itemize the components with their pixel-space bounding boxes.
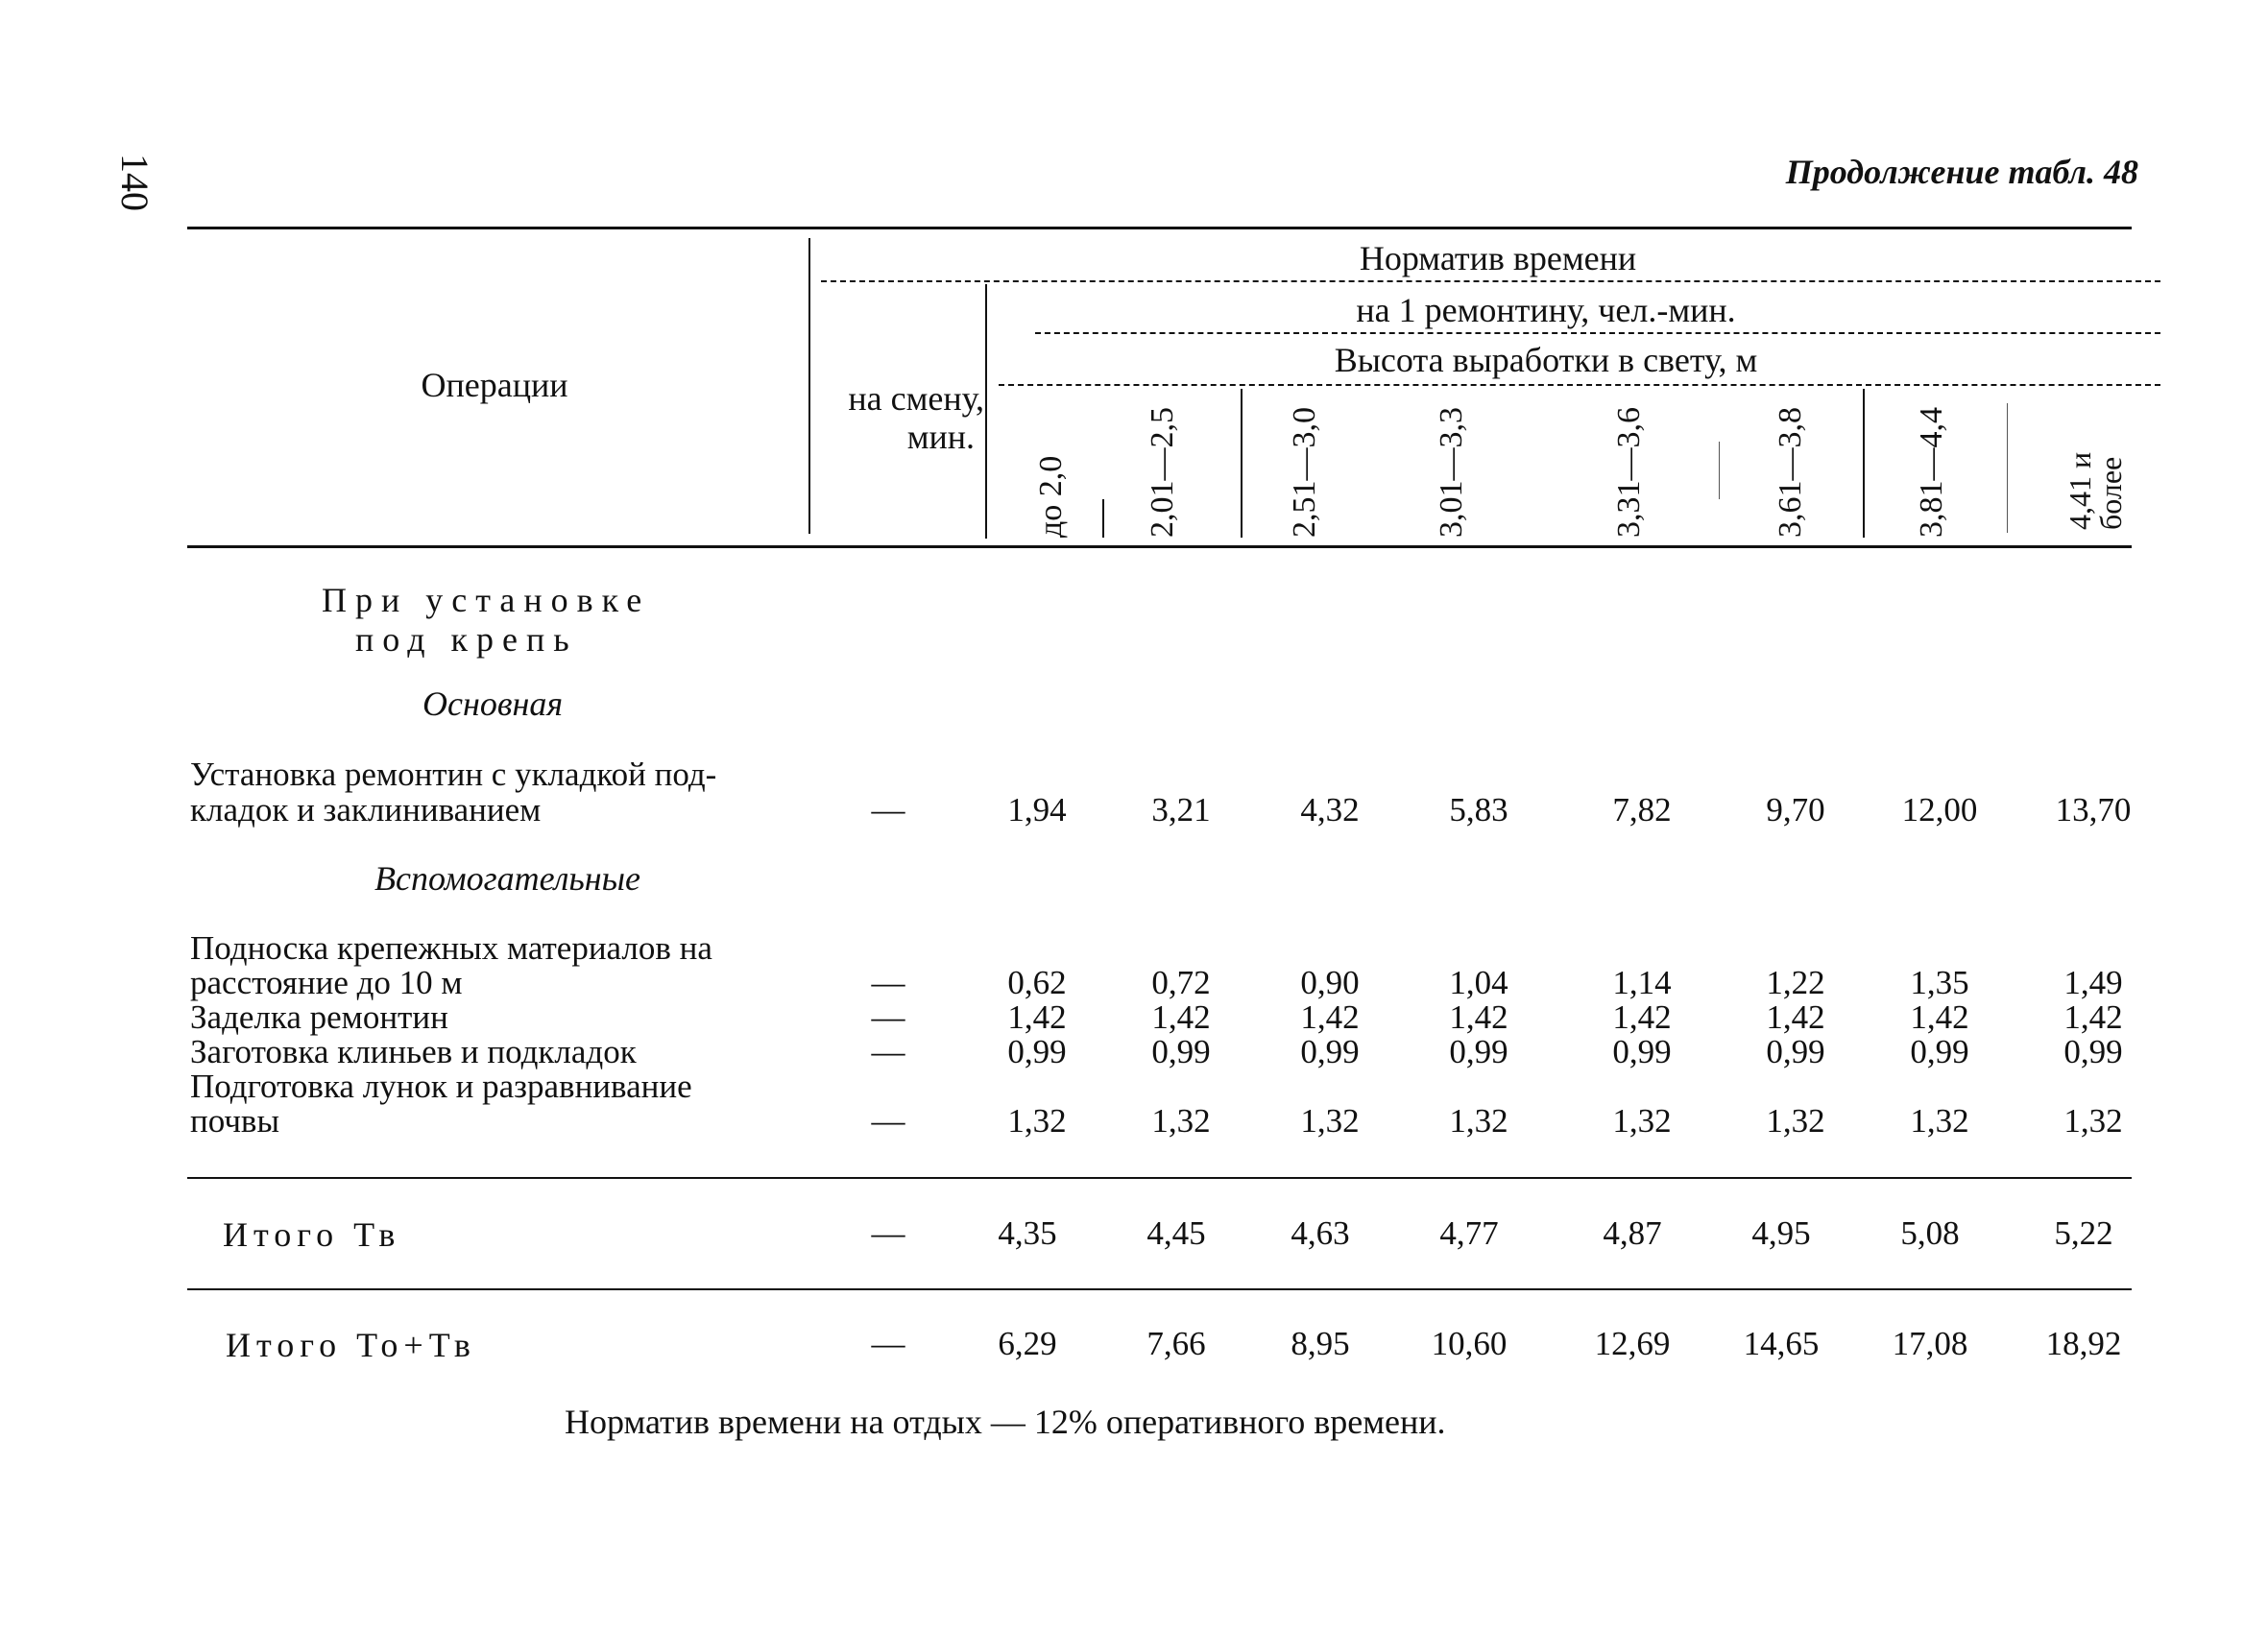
row-1-shift: — <box>871 791 905 829</box>
row-3-value: 1,42 <box>2063 998 2123 1036</box>
row-5-value: 1,32 <box>1151 1102 1211 1140</box>
row-4-value: 0,99 <box>1612 1033 1672 1070</box>
row-3-label: Заделка ремонтин <box>190 998 448 1036</box>
header-height: Высота выработки в свету, м <box>1334 341 1758 379</box>
row-4-value: 0,99 <box>1007 1033 1067 1070</box>
row-5-value: 1,32 <box>1612 1102 1672 1140</box>
row-2-value: 1,14 <box>1612 964 1672 1001</box>
total-to-tv-value: 6,29 <box>998 1325 1057 1362</box>
total-tv-shift: — <box>871 1214 905 1252</box>
row-1-value: 7,82 <box>1612 791 1672 829</box>
total-tv-value: 4,63 <box>1291 1214 1350 1252</box>
row-4-value: 0,99 <box>2063 1033 2123 1070</box>
row-2-label-1: Подноска крепежных материалов на <box>190 929 712 967</box>
row-1-value: 13,70 <box>2055 791 2132 829</box>
row-1-value: 3,21 <box>1151 791 1211 829</box>
column-header-5: 3,31—3,6 <box>1611 407 1647 538</box>
total-to-tv-value: 18,92 <box>2045 1325 2122 1362</box>
row-2-value: 1,49 <box>2063 964 2123 1001</box>
column-header-8: 4,41 и более <box>2063 451 2128 530</box>
row-2-value: 1,35 <box>1910 964 1969 1001</box>
row-5-value: 1,32 <box>1910 1102 1969 1140</box>
total-tv-label: Итого Тв <box>223 1215 401 1254</box>
col-divider-1 <box>1102 499 1104 538</box>
row-3-value: 1,42 <box>1007 998 1067 1036</box>
total-tv-value: 4,95 <box>1751 1214 1811 1252</box>
row-5-shift: — <box>871 1102 905 1140</box>
row-1-value: 9,70 <box>1766 791 1825 829</box>
total-to-tv-value: 12,69 <box>1594 1325 1671 1362</box>
row-2-value: 1,04 <box>1449 964 1508 1001</box>
row-4-value: 0,99 <box>1766 1033 1825 1070</box>
total-tv-value: 4,87 <box>1603 1214 1662 1252</box>
total-tv-value: 5,22 <box>2054 1214 2113 1252</box>
column-header-6: 3,61—3,8 <box>1773 407 1808 538</box>
row-3-value: 1,42 <box>1910 998 1969 1036</box>
col-divider-6 <box>1863 389 1865 538</box>
row-3-value: 1,42 <box>1612 998 1672 1036</box>
row-5-value: 1,32 <box>1300 1102 1360 1140</box>
header-divider-shift <box>985 284 987 539</box>
totals-rule-1 <box>187 1177 2132 1179</box>
col-divider-7 <box>2007 403 2008 533</box>
row-4-value: 0,99 <box>1300 1033 1360 1070</box>
table-top-rule <box>187 227 2132 229</box>
row-3-shift: — <box>871 998 905 1036</box>
header-rule-1 <box>821 280 2160 282</box>
total-tv-value: 4,35 <box>998 1214 1057 1252</box>
row-2-label-2: расстояние до 10 м <box>190 964 463 1001</box>
page-number: 140 <box>113 154 157 211</box>
row-5-value: 1,32 <box>1766 1102 1825 1140</box>
total-to-tv-value: 7,66 <box>1146 1325 1206 1362</box>
totals-rule-2 <box>187 1288 2132 1290</box>
header-per-shift-2: мин. <box>906 418 975 456</box>
total-to-tv-value: 10,60 <box>1431 1325 1508 1362</box>
row-1-label-2: кладок и заклиниванием <box>190 791 542 829</box>
total-to-tv-label: Итого То+Тв <box>226 1326 476 1364</box>
row-3-value: 1,42 <box>1300 998 1360 1036</box>
row-2-value: 0,90 <box>1300 964 1360 1001</box>
row-4-shift: — <box>871 1033 905 1070</box>
header-per-shift-1: на смену, <box>848 379 984 418</box>
section-title-1: При установке <box>322 581 651 619</box>
total-tv-value: 5,08 <box>1900 1214 1960 1252</box>
header-bottom-rule <box>187 545 2132 548</box>
total-to-tv-value: 14,65 <box>1743 1325 1820 1362</box>
header-operations: Операции <box>421 366 568 404</box>
row-5-value: 1,32 <box>1449 1102 1508 1140</box>
row-5-value: 1,32 <box>2063 1102 2123 1140</box>
total-tv-value: 4,45 <box>1146 1214 1206 1252</box>
row-4-value: 0,99 <box>1151 1033 1211 1070</box>
column-header-7: 3,81—4,4 <box>1914 407 1949 538</box>
header-per-unit: на 1 ремонтину, чел.-мин. <box>1356 291 1736 329</box>
header-rule-2 <box>1035 332 2160 334</box>
row-2-shift: — <box>871 964 905 1001</box>
section-title-2: под крепь <box>355 620 578 659</box>
group-aux: Вспомогательные <box>374 859 640 898</box>
group-main: Основная <box>422 684 564 723</box>
row-5-label-2: почвы <box>190 1102 279 1140</box>
table-caption: Продолжение табл. 48 <box>1785 153 2138 191</box>
column-header-4: 3,01—3,3 <box>1434 407 1469 538</box>
header-rule-3 <box>999 384 2160 386</box>
total-tv-value: 4,77 <box>1439 1214 1499 1252</box>
column-header-1: до 2,0 <box>1033 455 1069 538</box>
row-2-value: 0,62 <box>1007 964 1067 1001</box>
total-to-tv-value: 17,08 <box>1892 1325 1968 1362</box>
row-4-value: 0,99 <box>1449 1033 1508 1070</box>
row-4-label: Заготовка клиньев и подкладок <box>190 1033 637 1070</box>
row-1-label-1: Установка ремонтин с укладкой под- <box>190 756 717 793</box>
total-to-tv-shift: — <box>871 1325 905 1362</box>
row-2-value: 1,22 <box>1766 964 1825 1001</box>
footnote: Норматив времени на отдых — 12% оперативного времени. <box>565 1403 1446 1441</box>
row-3-value: 1,42 <box>1449 998 1508 1036</box>
row-4-value: 0,99 <box>1910 1033 1969 1070</box>
row-1-value: 1,94 <box>1007 791 1067 829</box>
row-3-value: 1,42 <box>1151 998 1211 1036</box>
row-2-value: 0,72 <box>1151 964 1211 1001</box>
row-3-value: 1,42 <box>1766 998 1825 1036</box>
row-1-value: 4,32 <box>1300 791 1360 829</box>
column-header-3: 2,51—3,0 <box>1287 407 1322 538</box>
header-divider-operations <box>808 238 810 534</box>
col-divider-2 <box>1241 389 1243 538</box>
row-5-label-1: Подготовка лунок и разравнивание <box>190 1068 692 1105</box>
col-divider-5 <box>1719 442 1720 499</box>
row-1-value: 5,83 <box>1449 791 1508 829</box>
column-header-2: 2,01—2,5 <box>1145 407 1180 538</box>
total-to-tv-value: 8,95 <box>1291 1325 1350 1362</box>
row-5-value: 1,32 <box>1007 1102 1067 1140</box>
row-1-value: 12,00 <box>1901 791 1978 829</box>
header-norm-time: Норматив времени <box>1359 239 1637 277</box>
